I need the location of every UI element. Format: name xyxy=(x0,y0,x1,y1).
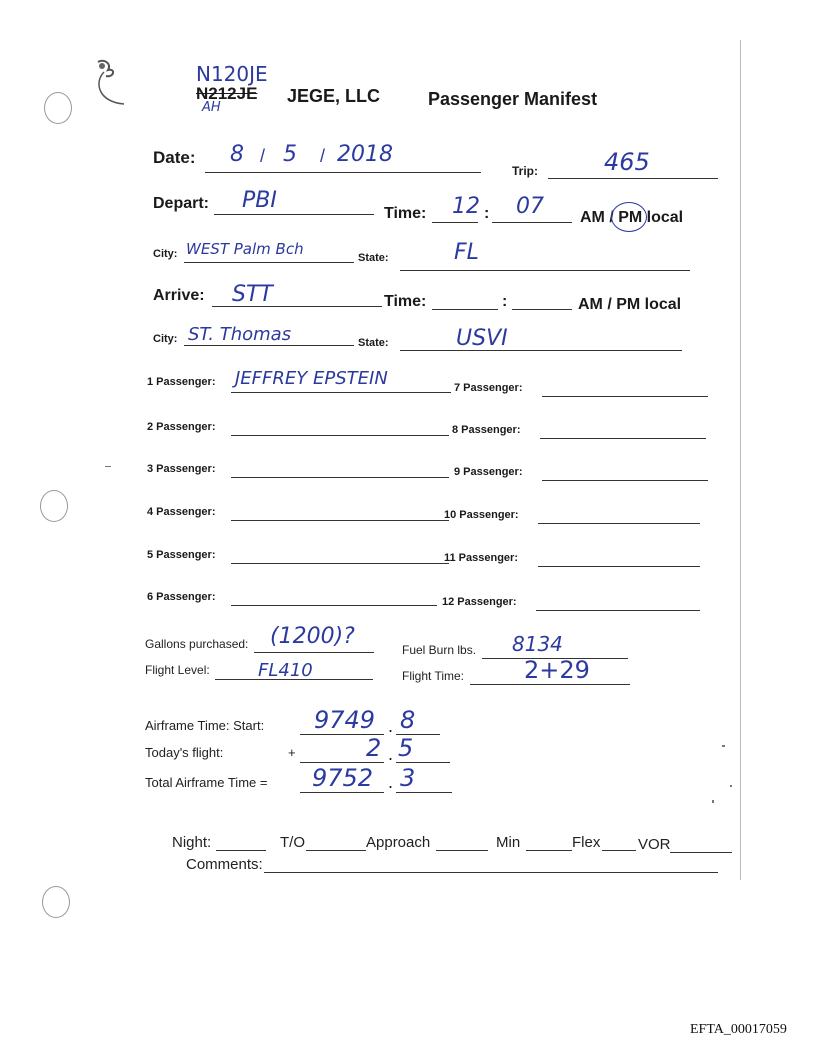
flight-level-label: Flight Level: xyxy=(145,663,210,677)
passenger-line xyxy=(231,563,449,564)
todays-flight-dec: 5 xyxy=(398,734,414,762)
depart-city-label: City: xyxy=(153,248,178,260)
manifest-title: Passenger Manifest xyxy=(428,89,598,109)
passenger-row xyxy=(147,417,455,447)
tail-number-handwritten: N120JE xyxy=(196,62,268,86)
min-line xyxy=(526,850,572,851)
passenger-name: JEFFREY EPSTEIN xyxy=(235,368,388,389)
passenger-label: 12 Passenger: xyxy=(442,596,517,608)
passenger-line xyxy=(231,392,451,393)
gallons-label: Gallons purchased: xyxy=(145,637,249,651)
todays-flight-dot: . xyxy=(388,744,394,764)
arrive-time-colon: : xyxy=(502,293,508,310)
scan-speck xyxy=(105,466,111,467)
depart-minute: 07 xyxy=(516,194,544,219)
bates-number: EFTA_00017059 xyxy=(690,1022,787,1037)
gallons-value: (1200)? xyxy=(270,624,355,649)
plus-sign: + xyxy=(288,745,296,760)
arrive-city-label: City: xyxy=(153,333,178,345)
arrive-hour-line xyxy=(432,309,498,310)
approach-label: Approach xyxy=(366,834,431,851)
todays-flight-label: Today's flight: xyxy=(145,745,224,760)
flex-line xyxy=(602,850,636,851)
passenger-label: 3 Passenger: xyxy=(147,463,216,475)
total-airframe-dec: 3 xyxy=(400,764,416,792)
todays-dec-line xyxy=(396,762,450,763)
passenger-line xyxy=(231,435,449,436)
vor-line xyxy=(670,852,732,853)
trip-number: 465 xyxy=(604,148,650,176)
passenger-line xyxy=(231,605,437,606)
depart-state-line xyxy=(400,270,690,271)
pm-circle-mark xyxy=(611,202,647,232)
arrive-ampm-label: AM / PM local xyxy=(578,296,682,313)
night-label: Night: xyxy=(172,834,212,851)
depart-hour-line xyxy=(432,222,478,223)
passenger-label: 10 Passenger: xyxy=(444,509,519,521)
passenger-label: 9 Passenger: xyxy=(454,466,523,478)
arrive-airport: STT xyxy=(232,282,273,307)
total-airframe-dot: . xyxy=(388,772,394,792)
depart-label: Depart: xyxy=(153,195,210,212)
trip-label: Trip: xyxy=(512,164,538,178)
passenger-label: 4 Passenger: xyxy=(147,506,216,518)
tail-number-printed: N212JE xyxy=(196,84,258,103)
depart-time-label: Time: xyxy=(384,205,427,222)
depart-line xyxy=(214,214,374,215)
passenger-label: 7 Passenger: xyxy=(454,382,523,394)
total-airframe-int: 9752 xyxy=(312,764,374,792)
flex-label: Flex xyxy=(572,834,601,851)
total-airframe-label: Total Airframe Time = xyxy=(145,775,268,790)
scan-speck xyxy=(730,785,732,787)
passenger-label: 5 Passenger: xyxy=(147,549,216,561)
passenger-line xyxy=(231,520,449,521)
passenger-row xyxy=(444,548,712,578)
date-line xyxy=(205,172,481,173)
page-edge-line xyxy=(740,40,741,880)
flight-time-value: 2+29 xyxy=(524,656,590,684)
scan-speck xyxy=(722,745,725,747)
depart-state-label: State: xyxy=(358,252,389,264)
depart-time-colon: : xyxy=(484,205,490,222)
flight-time-line xyxy=(470,684,630,685)
gallons-line xyxy=(254,652,374,653)
passengers-left-column xyxy=(147,368,455,612)
passenger-row xyxy=(147,545,455,575)
date-day: 5 xyxy=(283,142,297,167)
fuel-burn-label: Fuel Burn lbs. xyxy=(402,643,477,657)
total-int-line xyxy=(300,792,384,793)
depart-ampm-label: AM / PM local xyxy=(580,209,684,226)
depart-city: WEST Palm Bch xyxy=(186,240,304,258)
arrive-state-line xyxy=(400,350,682,351)
flight-time-label: Flight Time: xyxy=(402,669,465,683)
arrive-time-label: Time: xyxy=(384,293,427,310)
comments-label: Comments: xyxy=(186,856,263,873)
date-separator-2: / xyxy=(320,146,326,166)
passenger-line xyxy=(542,480,708,481)
initials-handwritten: AH xyxy=(202,100,221,115)
comments-line xyxy=(264,872,718,873)
airframe-start-int: 9749 xyxy=(314,706,376,734)
passenger-label: 2 Passenger: xyxy=(147,421,216,433)
trip-line xyxy=(548,178,718,179)
total-dec-line xyxy=(396,792,452,793)
depart-airport: PBI xyxy=(242,188,277,213)
arrive-city-line xyxy=(184,345,354,346)
to-label: T/O xyxy=(280,834,305,851)
passenger-label: 1 Passenger: xyxy=(147,376,216,388)
binder-hole-bottom xyxy=(42,886,70,918)
company-logo-icon xyxy=(90,58,132,110)
depart-state: FL xyxy=(454,240,479,265)
passenger-line xyxy=(538,523,700,524)
passenger-line xyxy=(536,610,700,611)
passenger-row xyxy=(452,420,710,450)
passenger-line xyxy=(231,477,449,478)
passenger-row xyxy=(442,592,712,622)
arrive-min-line xyxy=(512,309,572,310)
to-line xyxy=(306,850,366,851)
min-label: Min xyxy=(496,834,521,851)
airframe-start-dec: 8 xyxy=(400,706,416,734)
arrive-state-label: State: xyxy=(358,337,389,349)
passenger-row xyxy=(147,459,455,489)
airframe-start-label: Airframe Time: Start: xyxy=(145,718,265,733)
depart-city-line xyxy=(184,262,354,263)
todays-flight-int: 2 xyxy=(366,734,382,762)
depart-min-line xyxy=(492,222,572,223)
company-name: JEGE, LLC xyxy=(287,86,381,106)
date-label: Date: xyxy=(153,148,196,167)
passenger-line xyxy=(542,396,708,397)
airframe-start-dot: . xyxy=(388,716,394,736)
passenger-line xyxy=(540,438,706,439)
arrive-city: ST. Thomas xyxy=(188,324,292,345)
vor-label: VOR xyxy=(638,836,671,853)
passenger-label: 8 Passenger: xyxy=(452,424,521,436)
binder-hole-middle xyxy=(40,490,68,522)
arrive-label: Arrive: xyxy=(153,287,205,304)
passenger-row xyxy=(454,378,712,408)
night-line xyxy=(216,850,266,851)
passenger-row xyxy=(147,368,455,402)
passenger-row xyxy=(147,502,455,532)
date-month: 8 xyxy=(230,142,244,167)
passenger-row xyxy=(454,462,712,492)
passenger-row xyxy=(147,587,455,617)
binder-hole-top xyxy=(44,92,72,124)
flight-level-value: FL410 xyxy=(258,660,313,681)
arrive-state: USVI xyxy=(456,326,508,351)
fuel-burn-value: 8134 xyxy=(512,632,563,656)
passenger-label: 6 Passenger: xyxy=(147,591,216,603)
passenger-line xyxy=(538,566,700,567)
date-separator: / xyxy=(260,146,266,166)
approach-line xyxy=(436,850,488,851)
passenger-label: 11 Passenger: xyxy=(444,552,518,564)
passenger-row xyxy=(444,505,712,535)
scan-speck xyxy=(712,800,714,803)
depart-hour: 12 xyxy=(452,194,480,219)
todays-int-line xyxy=(300,762,384,763)
date-year: 2018 xyxy=(337,142,393,167)
passengers-right-column xyxy=(442,378,712,618)
